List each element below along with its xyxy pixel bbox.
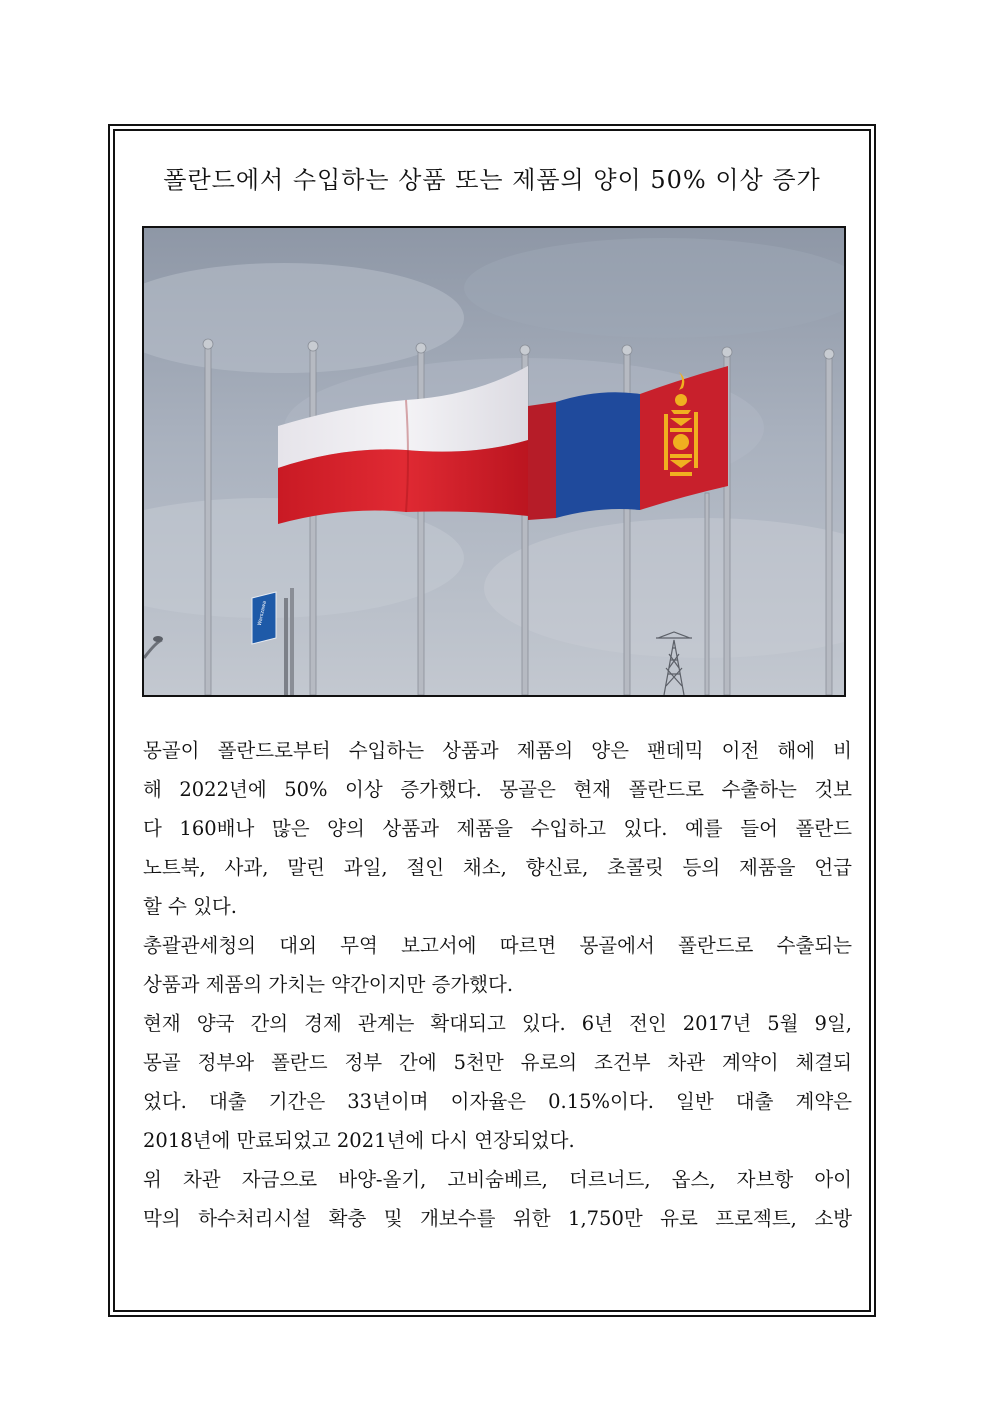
body-line: 막의 하수처리시설 확충 및 개보수를 위한 1,750만 유로 프로젝트, 소방 — [143, 1207, 852, 1230]
mongolia-flag-left-red — [528, 402, 556, 520]
pole-finial — [722, 347, 732, 357]
body-line: 위 차관 자금으로 바양-올기, 고비숨베르, 더르너드, 옵스, 자브항 아이 — [143, 1168, 852, 1191]
flags-photo-image — [144, 228, 844, 695]
sign-text: Warszawa — [256, 600, 268, 627]
pole-finial — [824, 349, 834, 359]
body-line: 몽골 정부와 폴란드 정부 간에 5천만 유로의 조건부 차관 계약이 체결되 — [143, 1051, 852, 1074]
body-line: 2018년에 만료되었고 2021년에 다시 연장되었다. — [143, 1129, 575, 1152]
sign-post — [290, 588, 294, 695]
article-body — [143, 731, 852, 1238]
body-line: 해 2022년에 50% 이상 증가했다. 몽골은 현재 폴란드로 수출하는 것보 — [143, 778, 852, 801]
body-line: 몽골이 폴란드로부터 수입하는 상품과 제품의 양은 팬데믹 이전 해에 비 — [143, 739, 852, 762]
body-line: 상품과 제품의 가치는 약간이지만 증가했다. — [143, 973, 514, 996]
flags-photo — [142, 226, 846, 697]
flag-pole — [826, 356, 832, 695]
flag-pole — [310, 348, 316, 695]
body-line: 현재 양국 간의 경제 관계는 확대되고 있다. 6년 전인 2017년 5월 9일, — [143, 1012, 852, 1035]
body-line: 노트북, 사과, 말린 과일, 절인 채소, 향신료, 초콜릿 등의 제품을 언급 — [143, 856, 852, 879]
body-line: 할 수 있다. — [143, 895, 237, 918]
flag-pole — [705, 493, 709, 695]
pole-finial — [416, 343, 426, 353]
mongolia-flag-blue — [556, 392, 640, 518]
pole-finial — [520, 345, 530, 355]
pole-finial — [308, 341, 318, 351]
body-line: 었다. 대출 기간은 33년이며 이자율은 0.15%이다. 일반 대출 계약은 — [143, 1090, 852, 1113]
pole-finial — [622, 345, 632, 355]
pole-finial — [203, 339, 213, 349]
body-line: 다 160배나 많은 양의 상품과 제품을 수입하고 있다. 예를 들어 폴란드 — [143, 817, 852, 840]
sign-post — [284, 598, 288, 695]
flag-pole — [205, 346, 211, 695]
article-title: 폴란드에서 수입하는 상품 또는 제품의 양이 50% 이상 증가 — [163, 166, 821, 194]
body-line: 총괄관세청의 대외 무역 보고서에 따르면 몽골에서 폴란드로 수출되는 — [143, 934, 852, 957]
